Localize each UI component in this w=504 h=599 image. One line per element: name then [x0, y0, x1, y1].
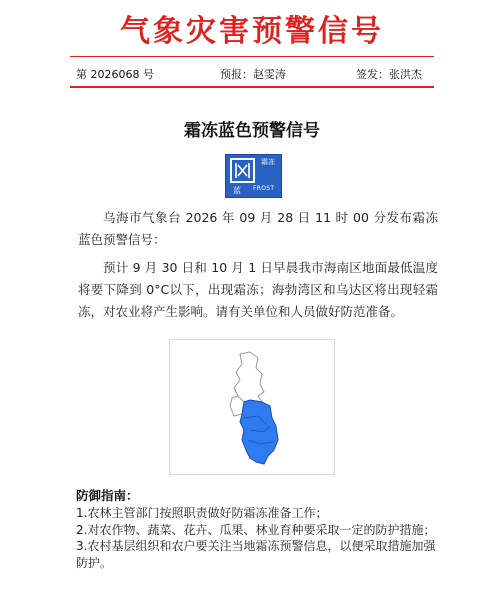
masthead-title: 气象灾害预警信号: [120, 14, 384, 49]
issue-meta-row: [76, 66, 432, 82]
forecast-paragraph: 预计 9 月 30 日和 10 月 1 日早晨我市海南区地面最低温度将要下降到 0°C以下，出现霜冻；海勃湾区和乌达区将出现轻霜冻，对农业将产生影响。请有关单位和人员做好防范准备。: [78, 260, 438, 319]
guidance-item: 2.对农作物、蔬菜、花卉、瓜果、林业育种要采取一定的防护措施；: [76, 522, 436, 537]
guidance-list: [76, 505, 438, 571]
signer: 签发：张洪杰: [356, 68, 422, 81]
guidance-item: 3.农村基层组织和农户要关注当地霜冻预警信息，以便采取措施加强防护。: [76, 539, 436, 570]
frost-signal-icon: [230, 158, 255, 183]
document-title: 霜冻蓝色预警信号: [184, 121, 320, 141]
masthead-rule-thin: [70, 56, 434, 57]
guidance-item: 1.农林主管部门按照职责做好防霜冻准备工作；: [76, 506, 328, 520]
issue-number: 第 2026068 号: [76, 68, 154, 81]
badge-type-english: FROST: [253, 185, 275, 192]
badge-type-label: 霜冻: [261, 158, 275, 166]
region-map-icon: [170, 340, 334, 474]
map-affected-area: [240, 400, 278, 464]
issuance-paragraph: 乌海市气象台 2026 年 09 月 28 日 11 时 00 分发布霜冻蓝色预警信号：: [78, 210, 438, 247]
frost-blue-signal-badge: [225, 154, 282, 198]
forecaster: 预报：赵雯涛: [220, 68, 286, 81]
map-north-district: [234, 352, 264, 402]
guidance-heading: 防御指南：: [76, 488, 139, 503]
badge-color-label: 蓝: [233, 186, 241, 195]
warning-area-map: [169, 339, 335, 475]
masthead-rule-thick: [70, 86, 434, 88]
